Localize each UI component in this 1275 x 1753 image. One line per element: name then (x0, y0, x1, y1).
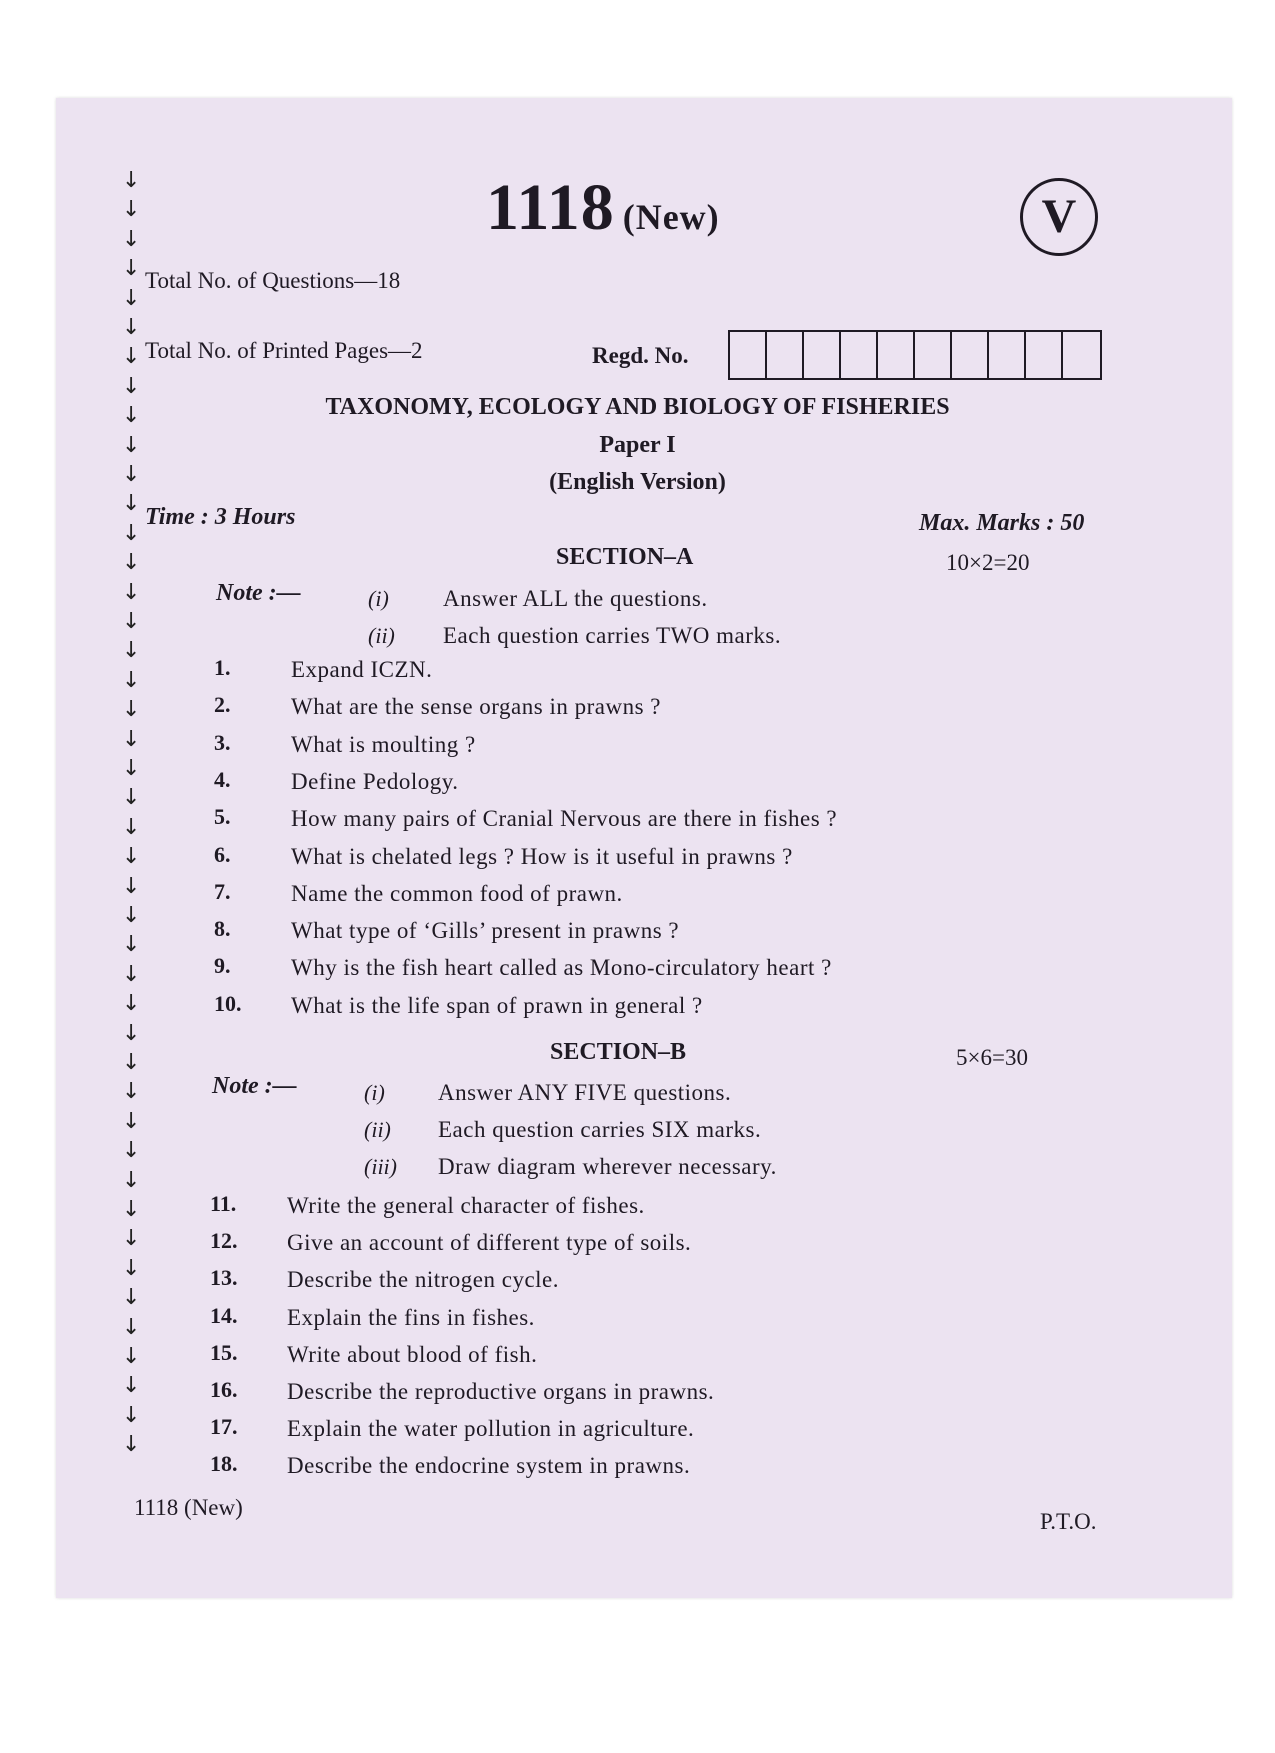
question-text: Write the general character of fishes. (287, 1193, 645, 1218)
question-number: 3. (214, 729, 231, 755)
regd-digit-box[interactable] (1063, 332, 1100, 378)
down-arrow-icon: ↓ (122, 785, 141, 811)
down-arrow-icon: ↓ (122, 1285, 141, 1311)
question-number: 7. (214, 878, 231, 904)
question-text: Write about blood of fish. (287, 1341, 538, 1367)
section-b-note-label: Note :— (212, 1073, 297, 1099)
down-arrow-icon: ↓ (122, 197, 141, 223)
down-arrow-icon: ↓ (122, 697, 141, 723)
max-marks: Max. Marks : 50 (919, 510, 1085, 536)
note-number: (i) (368, 586, 389, 611)
note-text: Each question carries SIX marks. (438, 1117, 762, 1142)
question-text: Why is the fish heart called as Mono-circulatory heart ? (291, 955, 832, 981)
note-text: Draw diagram wherever necessary. (438, 1154, 777, 1179)
down-arrow-icon: ↓ (122, 726, 141, 752)
down-arrow-icon: ↓ (122, 638, 141, 664)
question-text: What type of ‘Gills’ present in prawns ? (291, 918, 680, 944)
version-label: (English Version) (549, 469, 726, 495)
section-a-note-label: Note :— (216, 580, 301, 606)
regd-digit-box[interactable] (1026, 332, 1063, 378)
subject-title: TAXONOMY, ECOLOGY AND BIOLOGY OF FISHERIES (325, 394, 950, 420)
down-arrow-icon: ↓ (122, 1138, 141, 1164)
question-text: Describe the endocrine system in prawns. (287, 1453, 691, 1479)
down-arrow-icon: ↓ (122, 844, 141, 870)
time-label: Time : 3 Hours (145, 504, 296, 530)
down-arrow-icon: ↓ (122, 1108, 141, 1134)
regd-number-boxes[interactable] (728, 330, 1102, 380)
down-arrow-icon: ↓ (122, 403, 141, 429)
regd-digit-box[interactable] (952, 332, 989, 378)
note-text: Answer ANY FIVE questions. (438, 1080, 732, 1105)
down-arrow-icon: ↓ (122, 462, 141, 487)
question-text: What is chelated legs ? How is it useful in prawns ? (291, 843, 793, 869)
down-arrow-icon: ↓ (122, 1402, 141, 1428)
question-text: Describe the reproductive organs in prawns. (287, 1379, 715, 1404)
down-arrow-icon: ↓ (122, 756, 141, 781)
down-arrow-icon: ↓ (122, 315, 141, 340)
down-arrow-icon: ↓ (122, 667, 141, 693)
down-arrow-icon: ↓ (122, 1314, 141, 1340)
down-arrow-icon: ↓ (122, 1197, 141, 1222)
paper-code-suffix: (New) (622, 197, 720, 237)
down-arrow-icon: ↓ (122, 432, 141, 458)
regd-label: Regd. No. (592, 343, 689, 368)
question-text: Explain the water pollution in agriculture. (287, 1416, 695, 1442)
regd-digit-box[interactable] (878, 332, 915, 378)
down-arrow-icon: ↓ (122, 1373, 141, 1399)
down-arrow-icon: ↓ (122, 168, 141, 193)
question-number: 11. (210, 1191, 237, 1216)
question-text: Describe the nitrogen cycle. (287, 1267, 559, 1293)
question-text: Expand ICZN. (291, 657, 433, 682)
footer-pto: P.T.O. (1040, 1509, 1097, 1534)
down-arrow-icon: ↓ (122, 609, 141, 634)
question-text: Define Pedology. (291, 768, 459, 794)
down-arrow-icon: ↓ (122, 373, 141, 399)
down-arrow-icon: ↓ (122, 873, 141, 899)
down-arrow-icon: ↓ (122, 1226, 141, 1252)
question-number: 6. (214, 841, 231, 867)
paper-code-number: 1118 (486, 171, 615, 244)
question-number: 1. (214, 655, 231, 680)
question-text: Explain the fins in fishes. (287, 1304, 535, 1330)
down-arrow-icon: ↓ (122, 491, 141, 517)
regd-digit-box[interactable] (915, 332, 952, 378)
section-a-title: SECTION–A (556, 544, 694, 570)
note-number: (iii) (364, 1154, 397, 1179)
regd-digit-box[interactable] (989, 332, 1026, 378)
question-number: 9. (214, 953, 231, 979)
set-letter-badge: V (1020, 178, 1098, 256)
question-number: 14. (210, 1302, 238, 1328)
question-number: 15. (210, 1339, 238, 1365)
question-text: What is moulting ? (291, 731, 476, 757)
question-number: 17. (210, 1414, 238, 1440)
down-arrow-icon: ↓ (122, 1167, 141, 1193)
paper-label: Paper I (599, 432, 676, 458)
down-arrow-icon: ↓ (122, 1050, 141, 1075)
down-arrow-icon: ↓ (122, 991, 141, 1017)
down-arrow-icon: ↓ (122, 1079, 141, 1105)
down-arrow-icon: ↓ (122, 550, 141, 576)
question-text: Name the common food of prawn. (291, 880, 623, 906)
question-number: 2. (214, 692, 231, 718)
regd-digit-box[interactable] (841, 332, 878, 378)
regd-digit-box[interactable] (730, 332, 767, 378)
down-arrow-icon: ↓ (122, 256, 141, 282)
down-arrow-icon: ↓ (122, 285, 141, 311)
question-number: 12. (210, 1228, 238, 1254)
down-arrow-icon: ↓ (122, 520, 141, 546)
note-number: (i) (364, 1080, 385, 1105)
note-text: Each question carries TWO marks. (443, 623, 782, 648)
question-text: Give an account of different type of soils. (287, 1230, 692, 1256)
note-number: (ii) (368, 623, 395, 648)
question-number: 4. (214, 766, 231, 792)
question-number: 18. (210, 1451, 238, 1477)
down-arrow-icon: ↓ (122, 961, 141, 987)
question-text: How many pairs of Cranial Nervous are there in fishes ? (291, 806, 838, 832)
down-arrow-icon: ↓ (122, 344, 141, 370)
section-b-marks: 5×6=30 (956, 1045, 1028, 1070)
paper-code (486, 170, 720, 246)
down-arrow-icon: ↓ (122, 903, 141, 928)
section-b-title: SECTION–B (550, 1039, 687, 1065)
total-pages: Total No. of Printed Pages—2 (145, 338, 423, 363)
down-arrow-icon: ↓ (122, 226, 141, 252)
question-text: What is the life span of prawn in general ? (291, 992, 703, 1018)
question-text: What are the sense organs in prawns ? (291, 694, 661, 720)
question-number: 10. (214, 990, 242, 1016)
question-number: 16. (210, 1377, 238, 1402)
section-a-marks: 10×2=20 (946, 550, 1030, 575)
down-arrow-icon: ↓ (122, 932, 141, 958)
regd-digit-box[interactable] (804, 332, 841, 378)
note-text: Answer ALL the questions. (443, 586, 708, 611)
down-arrow-icon: ↓ (122, 1344, 141, 1369)
regd-digit-box[interactable] (767, 332, 804, 378)
question-number: 13. (210, 1265, 238, 1291)
down-arrow-icon: ↓ (122, 1020, 141, 1046)
down-arrow-icon: ↓ (122, 814, 141, 840)
question-number: 8. (214, 916, 231, 942)
total-questions: Total No. of Questions—18 (145, 268, 401, 293)
down-arrow-icon: ↓ (122, 579, 141, 605)
note-number: (ii) (364, 1117, 391, 1142)
down-arrow-icon: ↓ (122, 1432, 141, 1458)
footer-code: 1118 (New) (134, 1495, 243, 1520)
down-arrow-icon: ↓ (122, 1255, 141, 1281)
question-number: 5. (214, 804, 231, 830)
